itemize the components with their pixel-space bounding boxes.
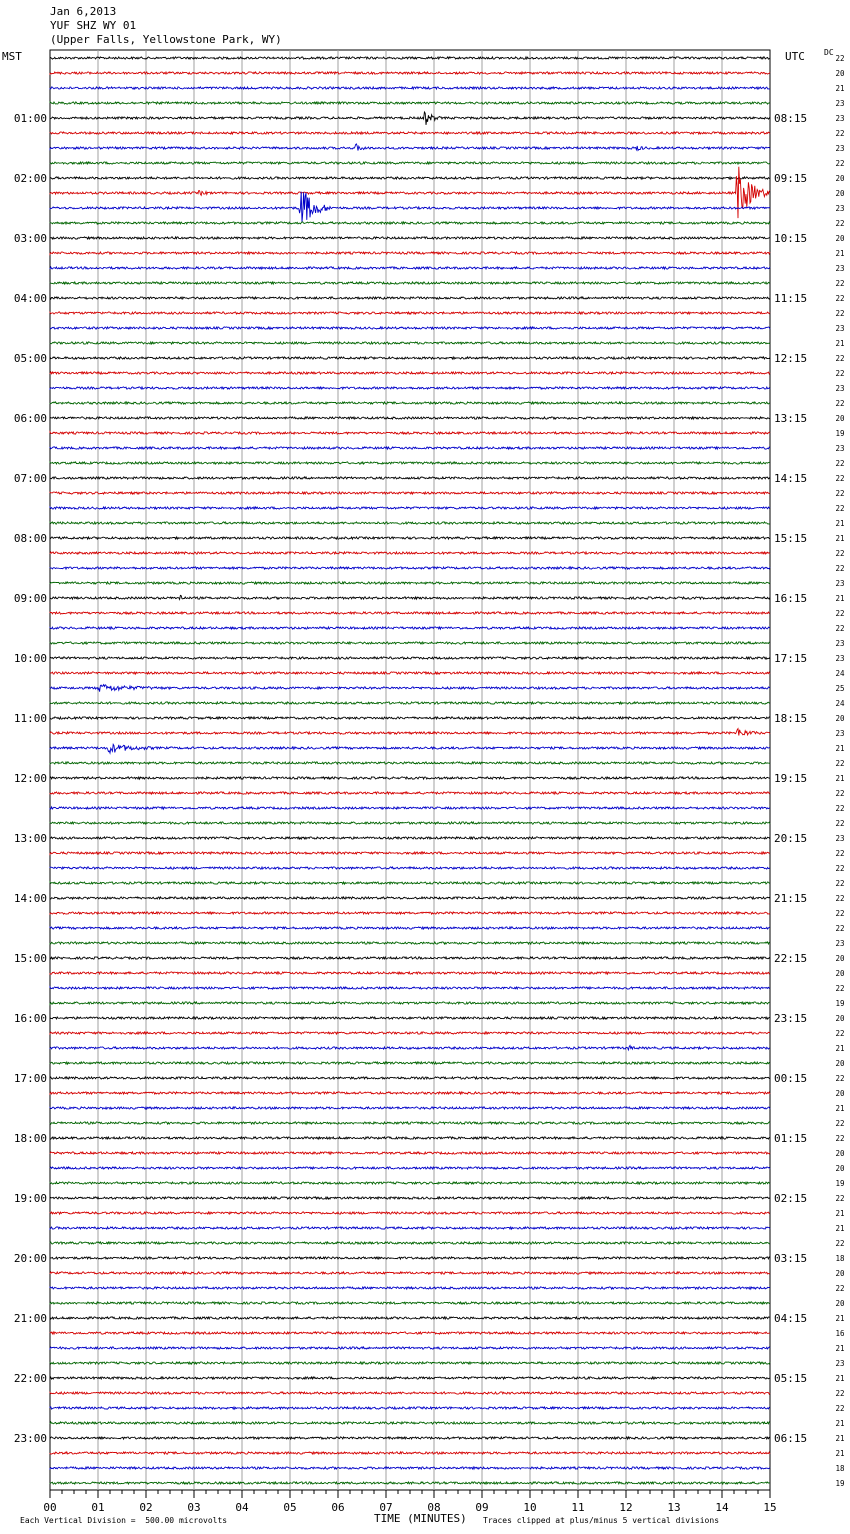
dc-offset-value: 22 — [835, 1194, 845, 1203]
dc-offset-value: 21 — [835, 249, 845, 258]
clip-note: Traces clipped at plus/minus 5 vertical divisions — [483, 1516, 720, 1525]
dc-offset-value: 22 — [835, 924, 845, 933]
trace-row — [50, 567, 770, 569]
trace-row — [50, 1137, 770, 1139]
right-time-label: 01:15 — [774, 1132, 808, 1145]
dc-offset-value: 19 — [835, 1179, 845, 1188]
dc-offset-value: 20 — [835, 189, 845, 198]
left-time-label: 21:00 — [13, 1312, 47, 1325]
trace-row — [50, 792, 770, 794]
trace-row — [50, 1272, 770, 1274]
left-time-label: 08:00 — [13, 532, 47, 545]
trace-row — [50, 1092, 770, 1094]
left-time-label: 05:00 — [13, 352, 47, 365]
dc-offset-value: 23 — [835, 729, 845, 738]
dc-offset-value: 23 — [835, 144, 845, 153]
x-tick-label: 10 — [523, 1501, 537, 1514]
trace-row — [50, 297, 770, 299]
x-tick-label: 09 — [475, 1501, 489, 1514]
station-location: (Upper Falls, Yellowstone Park, WY) — [50, 33, 282, 46]
left-time-label: 22:00 — [13, 1372, 47, 1385]
right-time-label: 20:15 — [774, 832, 808, 845]
dc-offset-value: 23 — [835, 114, 845, 123]
dc-offset-value: 21 — [835, 84, 845, 93]
trace-row — [50, 162, 770, 164]
trace-row — [50, 1107, 770, 1109]
trace-row — [50, 595, 770, 599]
dc-offset-value: 22 — [835, 849, 845, 858]
trace-row — [50, 882, 770, 884]
left-timezone-label: MST — [2, 50, 22, 63]
trace-row — [50, 462, 770, 464]
left-time-label: 18:00 — [13, 1132, 47, 1145]
trace-row — [50, 927, 770, 929]
trace-row — [50, 897, 770, 899]
trace-row — [50, 417, 770, 419]
trace-row — [50, 1437, 770, 1439]
trace-row — [50, 112, 770, 125]
dc-offset-value: 22 — [835, 624, 845, 633]
trace-row — [50, 144, 770, 151]
trace-row — [50, 507, 770, 509]
trace-row — [50, 1317, 770, 1319]
trace-row — [50, 357, 770, 359]
chart-date: Jan 6,2013 — [50, 5, 117, 18]
dc-offset-value: 20 — [835, 1089, 845, 1098]
trace-row — [50, 432, 770, 434]
trace-row — [50, 237, 770, 239]
trace-row — [50, 1407, 770, 1409]
trace-row — [50, 717, 770, 719]
left-time-label: 10:00 — [13, 652, 47, 665]
left-time-label: 15:00 — [13, 952, 47, 965]
trace-row — [50, 729, 770, 736]
left-time-label: 17:00 — [13, 1072, 47, 1085]
dc-offset-value: 22 — [835, 354, 845, 363]
right-time-label: 16:15 — [774, 592, 808, 605]
trace-row — [50, 777, 770, 779]
dc-offset-value: 19 — [835, 999, 845, 1008]
trace-row — [50, 672, 770, 674]
trace-row — [50, 1062, 770, 1064]
trace-row — [50, 1482, 770, 1484]
x-tick-label: 14 — [715, 1501, 729, 1514]
dc-offset-header: DC — [824, 48, 834, 57]
dc-offset-value: 23 — [835, 639, 845, 648]
dc-offset-value: 22 — [835, 129, 845, 138]
trace-row — [50, 447, 770, 449]
dc-offset-value: 22 — [835, 1404, 845, 1413]
dc-offset-value: 22 — [835, 309, 845, 318]
right-timezone-label: UTC — [785, 50, 805, 63]
dc-offset-value: 20 — [835, 1014, 845, 1023]
dc-offset-value: 21 — [835, 1209, 845, 1218]
dc-offset-value: 23 — [835, 324, 845, 333]
dc-offset-value: 22 — [835, 564, 845, 573]
x-tick-label: 11 — [571, 1501, 585, 1514]
trace-row — [50, 1002, 770, 1004]
right-time-label: 13:15 — [774, 412, 808, 425]
trace-row — [50, 372, 770, 374]
trace-row — [50, 87, 770, 89]
right-time-label: 06:15 — [774, 1432, 808, 1445]
dc-offset-value: 23 — [835, 579, 845, 588]
dc-offset-value: 22 — [835, 864, 845, 873]
left-time-label: 07:00 — [13, 472, 47, 485]
dc-offset-value: 22 — [835, 1074, 845, 1083]
trace-row — [50, 1046, 770, 1050]
trace-row — [50, 167, 770, 218]
dc-offset-value: 23 — [835, 384, 845, 393]
dc-offset-value: 23 — [835, 654, 845, 663]
time-axis — [43, 1490, 776, 1514]
trace-row — [50, 912, 770, 914]
dc-offset-value: 22 — [835, 474, 845, 483]
dc-offset-value: 22 — [835, 879, 845, 888]
x-tick-label: 07 — [379, 1501, 393, 1514]
trace-row — [50, 942, 770, 944]
dc-offset-value: 23 — [835, 1359, 845, 1368]
dc-offset-value: 21 — [835, 1104, 845, 1113]
trace-row — [50, 1422, 770, 1424]
trace-row — [50, 102, 770, 104]
dc-offset-value: 20 — [835, 969, 845, 978]
trace-row — [50, 342, 770, 344]
x-tick-label: 04 — [235, 1501, 249, 1514]
dc-offset-value: 25 — [835, 684, 845, 693]
dc-offset-value: 22 — [835, 1284, 845, 1293]
trace-row — [50, 744, 770, 753]
x-axis-title: TIME (MINUTES) — [374, 1512, 467, 1525]
trace-row — [50, 1032, 770, 1034]
left-time-label: 19:00 — [13, 1192, 47, 1205]
dc-offset-value: 21 — [835, 744, 845, 753]
dc-offset-value: 21 — [835, 774, 845, 783]
trace-row — [50, 1227, 770, 1229]
right-time-label: 03:15 — [774, 1252, 808, 1265]
dc-offset-value: 20 — [835, 954, 845, 963]
dc-offset-value: 22 — [835, 789, 845, 798]
dc-offset-value: 23 — [835, 264, 845, 273]
left-time-label: 23:00 — [13, 1432, 47, 1445]
right-time-label: 05:15 — [774, 1372, 808, 1385]
trace-row — [50, 582, 770, 584]
dc-offset-value: 22 — [835, 1029, 845, 1038]
dc-offset-value: 21 — [835, 1344, 845, 1353]
trace-row — [50, 627, 770, 629]
right-time-label: 21:15 — [774, 892, 808, 905]
dc-offset-value: 22 — [835, 504, 845, 513]
dc-offset-value: 20 — [835, 1149, 845, 1158]
dc-offset-value: 20 — [835, 69, 845, 78]
x-tick-label: 08 — [427, 1501, 441, 1514]
right-time-label: 00:15 — [774, 1072, 808, 1085]
plot-frame — [50, 50, 770, 1490]
right-time-label: 02:15 — [774, 1192, 808, 1205]
left-time-label: 01:00 — [13, 112, 47, 125]
dc-offset-value: 22 — [835, 609, 845, 618]
trace-row — [50, 267, 770, 269]
trace-row — [50, 1452, 770, 1454]
dc-offset-value: 23 — [835, 834, 845, 843]
left-time-label: 14:00 — [13, 892, 47, 905]
right-time-label: 15:15 — [774, 532, 808, 545]
trace-row — [50, 552, 770, 554]
dc-offset-value: 20 — [835, 1269, 845, 1278]
trace-row — [50, 762, 770, 764]
dc-offset-value: 22 — [835, 909, 845, 918]
trace-row — [50, 867, 770, 869]
dc-offset-value: 19 — [835, 429, 845, 438]
dc-offset-value: 22 — [835, 489, 845, 498]
trace-row — [50, 1347, 770, 1349]
dc-offset-value: 19 — [835, 1479, 845, 1488]
trace-row — [50, 402, 770, 404]
trace-row — [50, 657, 770, 659]
trace-row — [50, 1257, 770, 1259]
x-tick-label: 02 — [139, 1501, 153, 1514]
dc-offset-value: 22 — [835, 279, 845, 288]
dc-offset-value: 20 — [835, 714, 845, 723]
dc-offset-value: 21 — [835, 1374, 845, 1383]
dc-offset-value: 21 — [835, 1314, 845, 1323]
x-tick-label: 13 — [667, 1501, 681, 1514]
dc-offset-value: 23 — [835, 204, 845, 213]
scale-note: Each Vertical Division = 500.00 microvolts — [20, 1516, 228, 1525]
trace-row — [50, 1077, 770, 1079]
right-time-label: 14:15 — [774, 472, 808, 485]
x-tick-label: 03 — [187, 1501, 201, 1514]
dc-offset-value: 22 — [835, 894, 845, 903]
dc-offset-value: 22 — [835, 1389, 845, 1398]
trace-row — [50, 685, 770, 692]
dc-offset-value: 18 — [835, 1254, 845, 1263]
dc-offset-value: 22 — [835, 159, 845, 168]
dc-offset-value: 22 — [835, 369, 845, 378]
right-time-label: 18:15 — [774, 712, 808, 725]
dc-offset-value: 20 — [835, 414, 845, 423]
left-time-label: 02:00 — [13, 172, 47, 185]
dc-offset-value: 22 — [835, 1239, 845, 1248]
dc-offset-value: 22 — [835, 459, 845, 468]
trace-row — [50, 477, 770, 479]
trace-row — [50, 612, 770, 614]
left-time-label: 20:00 — [13, 1252, 47, 1265]
x-tick-label: 12 — [619, 1501, 633, 1514]
left-time-label: 13:00 — [13, 832, 47, 845]
trace-row — [50, 177, 770, 179]
left-time-label: 09:00 — [13, 592, 47, 605]
dc-offset-value: 16 — [835, 1329, 845, 1338]
dc-offset-value: 21 — [835, 1434, 845, 1443]
right-time-label: 10:15 — [774, 232, 808, 245]
trace-row — [50, 1287, 770, 1289]
left-time-label: 04:00 — [13, 292, 47, 305]
dc-offset-value: 20 — [835, 1164, 845, 1173]
trace-row — [50, 1212, 770, 1214]
right-time-label: 09:15 — [774, 172, 808, 185]
trace-row — [50, 1242, 770, 1244]
dc-offset-value: 23 — [835, 99, 845, 108]
trace-row — [50, 822, 770, 824]
dc-offset-value: 21 — [835, 519, 845, 528]
right-time-label: 19:15 — [774, 772, 808, 785]
x-tick-label: 01 — [91, 1501, 105, 1514]
trace-row — [50, 957, 770, 959]
trace-row — [50, 537, 770, 539]
right-time-label: 17:15 — [774, 652, 808, 665]
dc-offset-value: 22 — [835, 294, 845, 303]
x-tick-label: 00 — [43, 1501, 57, 1514]
right-time-label: 22:15 — [774, 952, 808, 965]
trace-row — [50, 852, 770, 854]
dc-offset-value: 21 — [835, 339, 845, 348]
x-tick-label: 15 — [763, 1501, 777, 1514]
trace-row — [50, 1332, 770, 1334]
trace-row — [50, 522, 770, 524]
trace-row — [50, 1467, 770, 1469]
dc-offset-value: 22 — [835, 399, 845, 408]
dc-offset-value: 22 — [835, 984, 845, 993]
dc-offset-value: 21 — [835, 1044, 845, 1053]
trace-row — [50, 1152, 770, 1154]
trace-row — [50, 1017, 770, 1019]
trace-row — [50, 987, 770, 989]
trace-row — [50, 252, 770, 254]
dc-offset-value: 20 — [835, 234, 845, 243]
dc-offset-value: 20 — [835, 1299, 845, 1308]
x-tick-label: 06 — [331, 1501, 345, 1514]
dc-offset-value: 21 — [835, 594, 845, 603]
right-time-label: 23:15 — [774, 1012, 808, 1025]
trace-row — [50, 642, 770, 644]
left-time-label: 16:00 — [13, 1012, 47, 1025]
trace-row — [50, 837, 770, 839]
dc-offset-value: 22 — [835, 759, 845, 768]
left-time-label: 03:00 — [13, 232, 47, 245]
trace-row — [50, 1122, 770, 1124]
right-time-label: 08:15 — [774, 112, 808, 125]
trace-row — [50, 1167, 770, 1169]
dc-offset-value: 22 — [835, 549, 845, 558]
right-time-label: 11:15 — [774, 292, 808, 305]
dc-offset-value: 22 — [835, 219, 845, 228]
dc-offset-value: 21 — [835, 1419, 845, 1428]
dc-offset-value: 20 — [835, 1059, 845, 1068]
trace-row — [50, 1197, 770, 1199]
dc-offset-value: 23 — [835, 444, 845, 453]
dc-offset-value: 21 — [835, 1449, 845, 1458]
trace-row — [50, 807, 770, 809]
dc-offset-value: 21 — [835, 1224, 845, 1233]
trace-row — [50, 57, 770, 59]
dc-offset-value: 21 — [835, 534, 845, 543]
dc-offset-value: 22 — [835, 1119, 845, 1128]
left-time-label: 11:00 — [13, 712, 47, 725]
dc-offset-value: 22 — [835, 54, 845, 63]
trace-row — [50, 1392, 770, 1394]
left-time-label: 12:00 — [13, 772, 47, 785]
dc-offset-value: 22 — [835, 819, 845, 828]
trace-row — [50, 1362, 770, 1364]
station-code: YUF SHZ WY 01 — [50, 19, 137, 32]
dc-offset-value: 18 — [835, 1464, 845, 1473]
trace-row — [50, 132, 770, 134]
dc-offset-value: 23 — [835, 939, 845, 948]
left-time-label: 06:00 — [13, 412, 47, 425]
trace-row — [50, 492, 770, 494]
grid-lines — [98, 50, 722, 1490]
trace-row — [50, 282, 770, 284]
dc-offset-value: 20 — [835, 174, 845, 183]
right-time-label: 04:15 — [774, 1312, 808, 1325]
dc-offset-value: 22 — [835, 804, 845, 813]
trace-row — [50, 1182, 770, 1184]
dc-offset-value: 24 — [835, 699, 845, 708]
trace-row — [50, 312, 770, 314]
dc-offset-value: 24 — [835, 669, 845, 678]
trace-row — [50, 702, 770, 704]
x-tick-label: 05 — [283, 1501, 297, 1514]
trace-group — [50, 57, 770, 1484]
trace-row — [50, 1302, 770, 1304]
trace-row — [50, 222, 770, 224]
trace-row — [50, 327, 770, 329]
trace-row — [50, 1377, 770, 1379]
right-time-label: 12:15 — [774, 352, 808, 365]
trace-row — [50, 72, 770, 74]
dc-offset-value: 22 — [835, 1134, 845, 1143]
trace-row — [50, 972, 770, 974]
trace-row — [50, 192, 770, 223]
trace-row — [50, 387, 770, 389]
